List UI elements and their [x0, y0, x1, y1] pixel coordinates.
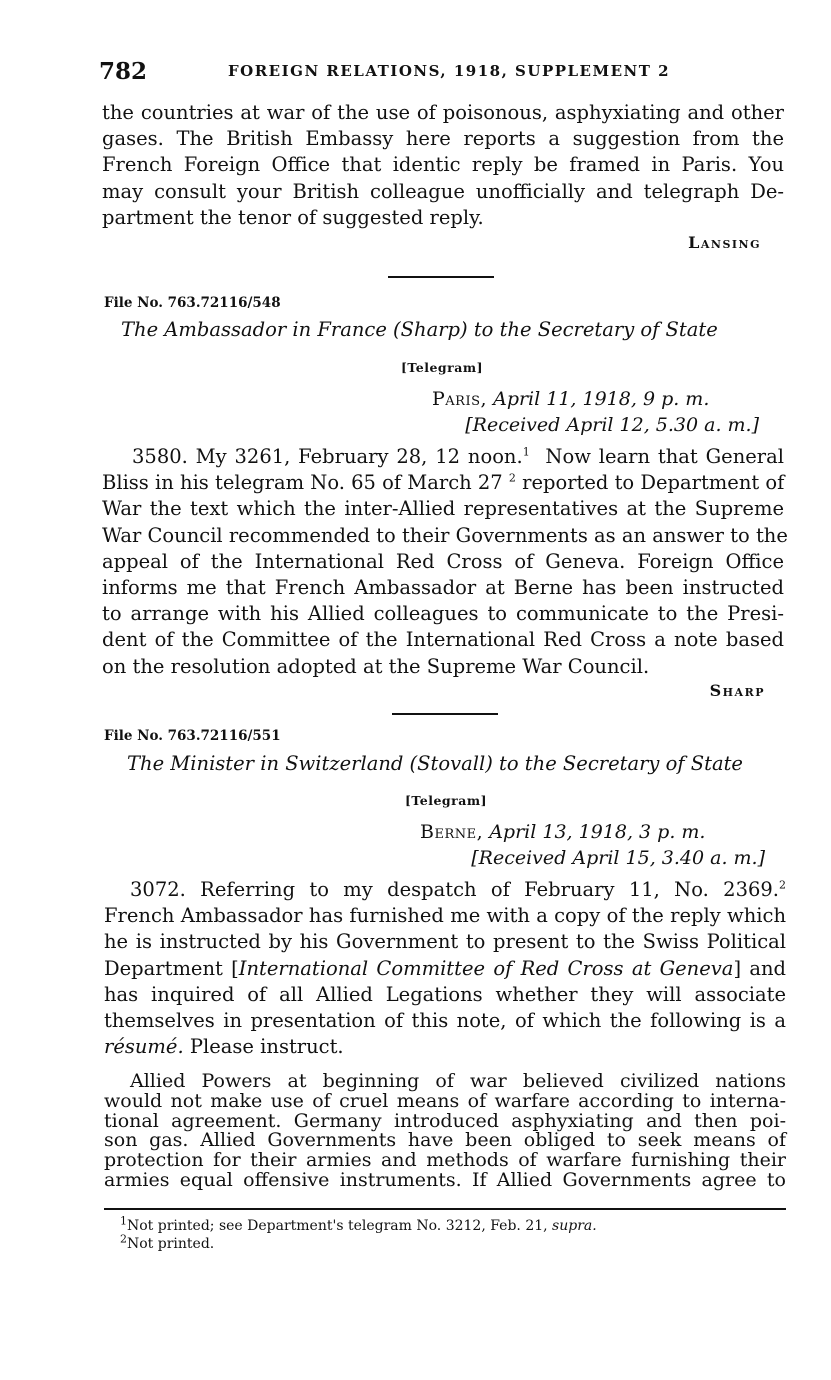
document-title: The Ambassador in France (Sharp) to the Secretary of State — [121, 318, 718, 341]
signature-sharp: Sharp — [709, 681, 765, 700]
signature-lansing: Lansing — [688, 233, 761, 252]
text-line: 3072. Referring to my despatch of February 11, No. 2369.$^2$ — [130, 878, 786, 901]
received-line: [Received April 12, 5.30 a. m.] — [465, 414, 759, 436]
dateline-place: Paris, — [432, 388, 488, 410]
text-line: son gas. Allied Governments have been obliged to seek means of — [104, 1129, 786, 1152]
dateline — [420, 821, 705, 843]
text-line: 3580. My 3261, February 28, 12 noon.$^1$ Now learn that General — [132, 445, 784, 468]
footnote-divider — [104, 1208, 786, 1210]
text-line: French Foreign Office that identic reply be framed in Paris. You — [102, 153, 784, 177]
text-line: armies equal offensive instruments. If Allied Governments agree to — [104, 1168, 786, 1191]
text-line: protection for their armies and methods of warfare furnishing their — [104, 1149, 786, 1172]
continuation-paragraph — [102, 100, 784, 231]
text-line: he is instructed by his Government to present to the Swiss Political — [104, 930, 786, 954]
footnote: $^1$Not printed; see Department's telegram No. 3212, Feb. 21, supra. — [120, 1214, 597, 1234]
telegram-label: [Telegram] — [401, 360, 484, 375]
text-line: on the resolution adopted at the Supreme War Council. — [102, 654, 650, 678]
page-number: 782 — [99, 58, 148, 85]
file-number: File No. 763.72116/548 — [104, 295, 281, 311]
text-line: War Council recommended to their Governments as an answer to the — [102, 523, 788, 547]
text-line: gases. The British Embassy here reports a suggestion from the — [102, 127, 784, 151]
text-line: the countries at war of the use of poisonous, asphyxiating and other — [102, 101, 784, 124]
text-line: would not make use of cruel means of warfare according to interna- — [104, 1089, 786, 1112]
section-divider — [392, 713, 498, 715]
dateline-date: April 11, 1918, 9 p. m. — [493, 388, 710, 410]
text-line: appeal of the International Red Cross of Geneva. Foreign Office — [102, 549, 784, 573]
text-line: Department [International Committee of Red Cross at Geneva] and — [104, 956, 786, 980]
text-line: themselves in presentation of this note, of which the following is a — [104, 1009, 786, 1033]
footnote-ref: 1 — [522, 445, 530, 459]
text-line: dent of the Committee of the International Red Cross a note based — [102, 628, 784, 652]
text-line: tional agreement. Germany introduced asphyxiating and then poi- — [104, 1109, 786, 1132]
dateline — [432, 388, 709, 410]
telegram-body — [104, 877, 786, 1060]
document-title: The Minister in Switzerland (Stovall) to the Secretary of State — [127, 752, 743, 775]
footnote-ref: 2 — [508, 471, 516, 485]
dateline-place: Berne, — [420, 821, 484, 843]
text-line: French Ambassador has furnished me with a copy of the reply which — [104, 904, 786, 928]
telegram-body — [102, 444, 788, 680]
text-line: has inquired of all Allied Legations whether they will associate — [104, 982, 786, 1006]
text-line: partment the tenor of suggested reply. — [102, 205, 484, 229]
running-head: FOREIGN RELATIONS, 1918, SUPPLEMENT 2 — [228, 62, 671, 80]
footnote-ref: 2 — [779, 878, 786, 892]
section-divider — [388, 276, 494, 278]
text-line: résumé. Please instruct. — [104, 1035, 344, 1059]
text-line: may consult your British colleague unofficially and telegraph De- — [102, 179, 784, 203]
text-line: informs me that French Ambassador at Berne has been instructed — [102, 576, 784, 600]
footnote: $^2$Not printed. — [120, 1232, 215, 1252]
resume-paragraph — [104, 1072, 786, 1191]
dateline-date: April 13, 1918, 3 p. m. — [489, 821, 706, 843]
telegram-label: [Telegram] — [405, 793, 488, 808]
text-line: Bliss in his telegram No. 65 of March 27 $^2$ reported to Department of — [102, 471, 785, 495]
text-line: to arrange with his Allied colleagues to communicate to the Presi- — [102, 602, 784, 626]
text-line: Allied Powers at beginning of war believed civilized nations — [130, 1070, 786, 1092]
file-number: File No. 763.72116/551 — [104, 728, 281, 744]
text-line: War the text which the inter-Allied representatives at the Supreme — [102, 497, 784, 521]
received-line: [Received April 15, 3.40 a. m.] — [471, 847, 765, 869]
